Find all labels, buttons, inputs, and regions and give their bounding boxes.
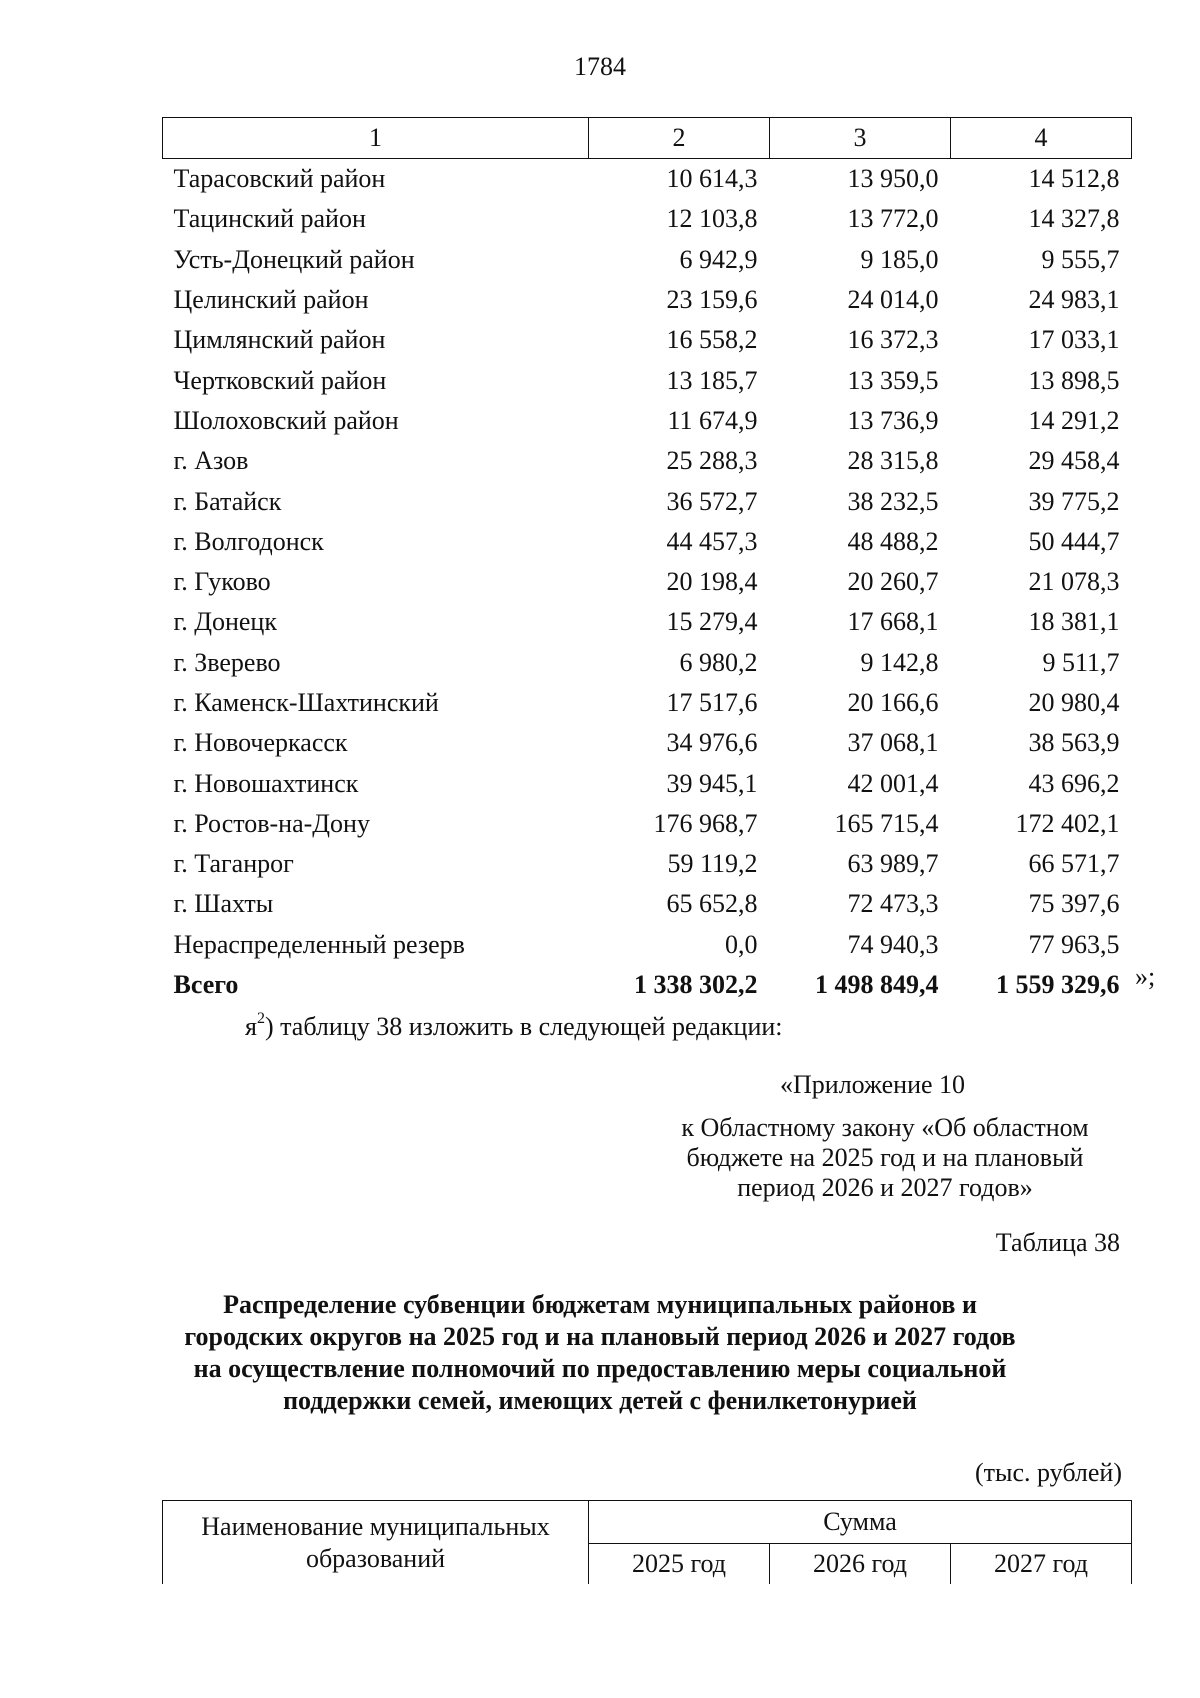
value-2025: 11 674,9 [667,405,758,435]
sum-header: Сумма [589,1501,1132,1544]
value-2025: 39 945,1 [666,768,758,798]
page-number: 1784 [574,52,626,81]
value-2027: 13 898,5 [1028,365,1120,395]
municipal-subvention-table [162,117,1132,1005]
column-number-row [163,118,1132,159]
value-2027: 24 983,1 [1028,285,1120,315]
value-2025: 17 517,6 [666,688,758,717]
municipality-name: Усть-Донецкий район [173,244,415,274]
value-2026: 13 772,0 [847,204,939,234]
value-2025: 16 558,2 [666,325,758,355]
municipality-name: г. Гуково [173,567,271,597]
heading-line: Распределение субвенции бюджетам муниципальных районов и [223,1290,977,1319]
value-2025: 25 288,3 [666,446,758,476]
amendment-body: ) таблицу 38 изложить в следующей редакции: [264,1012,783,1041]
appendix-title: «Приложение 10 [780,1070,966,1099]
value-2027: 172 402,1 [1015,808,1120,838]
total-value-2025: 1 338 302,2 [634,970,758,1000]
table-number: Таблица 38 [995,1228,1120,1257]
municipality-name: г. Батайск [173,486,282,516]
year-header-2026: 2026 год [770,1544,951,1585]
municipality-name: г. Новошахтинск [173,768,359,798]
year-header-2027: 2027 год [951,1544,1132,1585]
municipality-name: г. Азов [173,446,249,476]
value-2027: 66 571,7 [1028,849,1120,879]
amendment-letter: я [245,1012,257,1041]
municipality-name: Нераспределенный резерв [173,929,465,959]
value-2025: 0,0 [725,929,758,959]
total-row [163,965,1132,1005]
value-2025: 12 103,8 [666,204,758,234]
value-2026: 13 359,5 [847,365,939,395]
table-38-header [162,1500,1132,1584]
municipality-name: г. Донецк [173,607,277,637]
table-row [163,602,1132,642]
value-2025: 13 185,7 [666,365,758,395]
municipality-name: г. Новочеркасск [173,728,348,758]
value-2026: 9 185,0 [860,244,939,274]
table-row [163,763,1132,803]
value-2025: 6 980,2 [679,647,758,677]
value-2027: 50 444,7 [1028,526,1120,556]
value-2027: 14 291,2 [1028,405,1120,435]
municipality-name: г. Каменск-Шахтинский [173,688,439,717]
table-row [163,441,1132,481]
value-2025: 176 968,7 [653,808,758,838]
table-row [163,643,1132,683]
table-row [163,360,1132,400]
value-2026: 17 668,1 [847,607,939,637]
value-2027: 75 397,6 [1028,889,1120,919]
value-2027: 38 563,9 [1028,728,1120,758]
municipality-name: Целинский район [173,285,369,315]
total-value-2027: 1 559 329,6 [996,970,1120,1000]
appendix-reference-line: бюджете на 2025 год и на плановый [686,1143,1084,1172]
amendment-superscript: 2 [256,1010,265,1028]
value-2025: 15 279,4 [666,607,758,637]
value-2025: 20 198,4 [666,567,758,597]
value-2027: 39 775,2 [1028,486,1120,516]
table-row [163,884,1132,924]
value-2026: 13 950,0 [847,164,939,194]
value-2026: 20 166,6 [847,688,939,717]
value-2027: 9 511,7 [1042,647,1120,677]
table-row [163,481,1132,521]
column-number-3: 3 [770,118,951,159]
municipality-name: г. Таганрог [173,849,294,879]
table-row [163,240,1132,280]
table-heading [130,1289,1070,1417]
municipality-name-header [163,1501,589,1585]
year-header-2025: 2025 год [589,1544,770,1585]
municipality-name: г. Ростов-на-Дону [173,808,370,838]
value-2026: 72 473,3 [847,889,939,919]
value-2026: 38 232,5 [847,486,939,516]
value-2027: 20 980,4 [1028,688,1120,717]
value-2026: 165 715,4 [834,808,939,838]
value-2026: 42 001,4 [847,768,939,798]
column-number-4: 4 [951,118,1132,159]
value-2025: 6 942,9 [679,244,758,274]
value-2027: 43 696,2 [1028,768,1120,798]
closing-quote: »; [1135,962,1156,991]
value-2025: 59 119,2 [667,849,758,879]
value-2026: 16 372,3 [847,325,939,355]
value-2027: 17 033,1 [1028,325,1120,355]
value-2027: 29 458,4 [1028,446,1120,476]
table-row [163,683,1132,723]
amendment-text [245,1012,783,1042]
table-row [163,925,1132,965]
column-number-2: 2 [589,118,770,159]
value-2026: 63 989,7 [847,849,939,879]
value-2026: 74 940,3 [847,929,939,959]
municipality-name: г. Шахты [173,889,274,919]
value-2026: 28 315,8 [847,446,939,476]
value-2026: 20 260,7 [847,567,939,597]
column-number-1: 1 [163,118,589,159]
municipality-name-header-line: Наименование муниципальных [201,1511,550,1541]
municipality-name: Чертковский район [173,365,387,395]
table-row [163,320,1132,360]
value-2025: 10 614,3 [666,164,758,194]
table-row [163,723,1132,763]
value-2026: 48 488,2 [847,526,939,556]
municipality-name: Цимлянский район [173,325,386,355]
table-row [163,562,1132,602]
appendix-reference-line: к Областному закону «Об областном [681,1113,1089,1142]
value-2025: 65 652,8 [666,889,758,919]
total-municipality-name: Всего [173,970,239,1000]
value-2026: 37 068,1 [847,728,939,758]
value-2027: 14 512,8 [1028,164,1120,194]
heading-line: городских округов на 2025 год и на плановый период 2026 и 2027 годов [184,1322,1016,1351]
heading-line: на осуществление полномочий по предоставлению меры социальной [193,1354,1007,1383]
municipality-name: Тацинский район [173,204,366,234]
appendix-reference [630,1113,1140,1203]
table-row [163,844,1132,884]
value-2027: 77 963,5 [1028,929,1120,959]
municipality-name: г. Зверево [173,647,281,677]
value-2025: 34 976,6 [666,728,758,758]
municipality-name: Шолоховский район [173,405,399,435]
total-value-2026: 1 498 849,4 [815,970,939,1000]
value-2027: 21 078,3 [1028,567,1120,597]
table-row [163,522,1132,562]
table-row [163,199,1132,239]
table-row [163,401,1132,441]
municipality-name: г. Волгодонск [173,526,324,556]
heading-line: поддержки семей, имеющих детей с фенилкетонурией [283,1386,917,1415]
municipality-name-header-line: образований [305,1543,446,1573]
table-row [163,159,1132,200]
value-2027: 18 381,1 [1028,607,1120,637]
value-2027: 9 555,7 [1041,244,1120,274]
municipality-name: Тарасовский район [173,164,386,194]
value-2025: 36 572,7 [666,486,758,516]
value-2025: 23 159,6 [666,285,758,315]
value-2026: 24 014,0 [847,285,939,315]
units-label: (тыс. рублей) [974,1458,1122,1487]
value-2026: 9 142,8 [860,647,939,677]
appendix-reference-line: период 2026 и 2027 годов» [737,1173,1033,1202]
value-2025: 44 457,3 [666,526,758,556]
value-2027: 14 327,8 [1028,204,1120,234]
table-row [163,804,1132,844]
value-2026: 13 736,9 [847,405,939,435]
table-row [163,280,1132,320]
